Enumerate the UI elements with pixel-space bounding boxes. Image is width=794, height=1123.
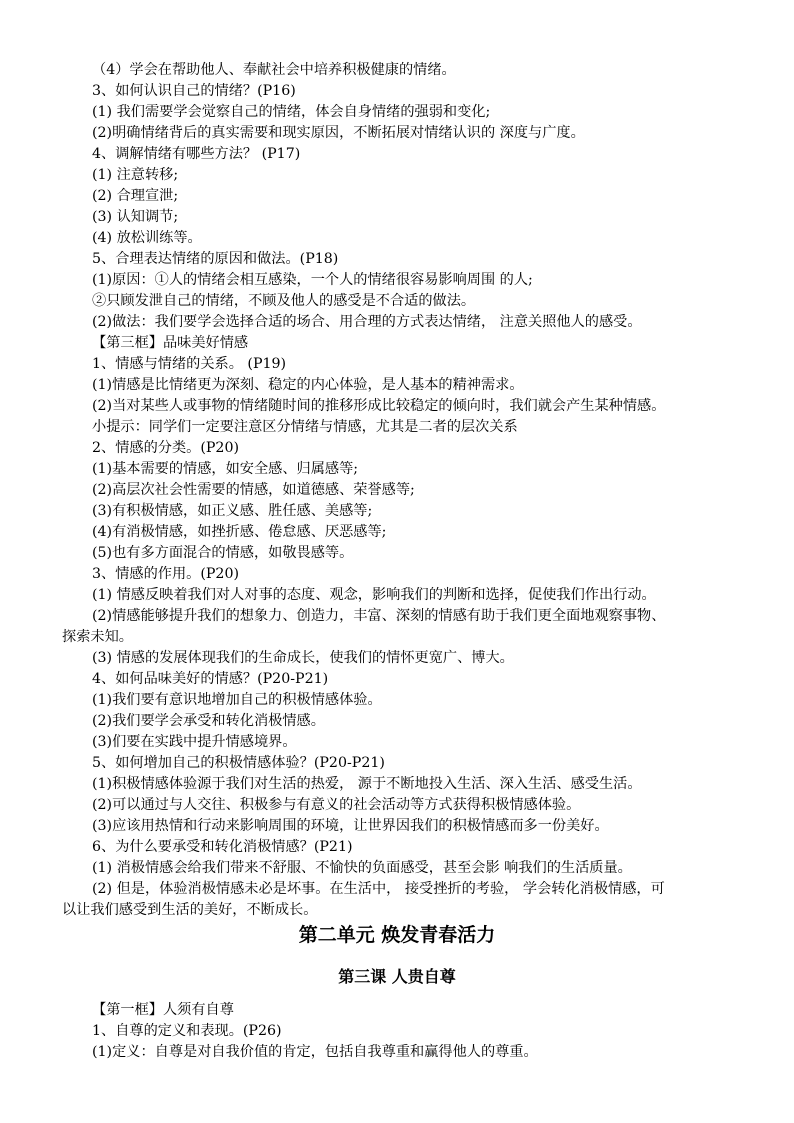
text-line: 5、合理表达情绪的原因和做法。(P18) (92, 251, 339, 267)
text-line: (1) 我们需要学会觉察自己的情绪，体会自身情绪的强弱和变化; (92, 104, 491, 120)
text-line: (1)积极情感体验源于我们对生活的热爱， 源于不断地投入生活、深入生活、感受生活。 (92, 776, 642, 792)
text-line: 1、情感与情绪的关系。 (P19) (92, 356, 287, 372)
text-line: (2)情感能够提升我们的想象力、创造力，丰富、深刻的情感有助于我们更全面地观察事物、 (92, 608, 666, 624)
text-line: (2)当对某些人或事物的情绪随时间的推移形成比较稳定的倾向时，我们就会产生某种情感。 (92, 398, 666, 414)
text-line: ②只顾发泄自己的情绪，不顾及他人的感受是不合适的做法。 (92, 293, 476, 309)
text-line: (1)基本需要的情感，如安全感、归属感等; (92, 461, 359, 477)
text-line: 5、如何增加自己的积极情感体验？(P20-P21) (92, 755, 385, 771)
section-heading: 【第三框】品味美好情感 (92, 335, 249, 351)
text-line: (1)定义：自尊是对自我价值的肯定，包括自我尊重和赢得他人的尊重。 (92, 1044, 538, 1060)
text-line: (2)我们要学会承受和转化消极情感。 (92, 713, 325, 729)
text-line: (2)高层次社会性需要的情感，如道德感、荣誉感等; (92, 482, 415, 498)
text-line: 4、如何品味美好的情感？(P20-P21) (92, 671, 329, 687)
text-line: (2)做法：我们要学会选择合适的场合、用合理的方式表达情绪， 注意关照他人的感受。 (92, 314, 642, 330)
text-line: (1)我们要有意识地增加自己的积极情感体验。 (92, 692, 382, 708)
text-line: (4) 放松训练等。 (92, 230, 202, 246)
text-line: 4、调解情绪有哪些方法？ (P17) (92, 146, 301, 162)
text-line: 6、为什么要承受和转化消极情感？(P21) (92, 839, 353, 855)
text-line: (2) 但是，体验消极情感未必是坏事。在生活中， 接受挫折的考验， 学会转化消极情感，可 (92, 881, 665, 897)
text-line: (1)原因：①人的情绪会相互感染，一个人的情绪很容易影响周围 的人; (92, 272, 533, 288)
text-line: (2) 合理宣泄; (92, 188, 179, 204)
lesson-title: 第三课 人贵自尊 (338, 967, 456, 986)
text-line: （4）学会在帮助他人、奉献社会中培养积极健康的情绪。 (92, 62, 456, 78)
text-line: (1)情感是比情绪更为深刻、稳定的内心体验，是人基本的精神需求。 (92, 377, 524, 393)
text-line: (1) 消极情感会给我们带来不舒服、不愉快的负面感受，甚至会影 响我们的生活质量。 (92, 860, 632, 876)
text-line: (3)应该用热情和行动来影响周围的环境，让世界因我们的积极情感而多一份美好。 (92, 818, 609, 834)
text-line: 小提示：同学们一定要注意区分情绪与情感，尤其是二者的层次关系 (92, 419, 518, 435)
text-line: 1、自尊的定义和表现。(P26) (92, 1023, 282, 1039)
text-line: (2)可以通过与人交往、积极参与有意义的社会活动等方式获得积极情感体验。 (92, 797, 581, 813)
text-line: 3、如何认识自己的情绪？(P16) (92, 83, 296, 99)
text-line: 以让我们感受到生活的美好，不断成长。 (62, 902, 318, 918)
text-line: (1) 情感反映着我们对人对事的态度、观念，影响我们的判断和选择，促使我们作出行动。 (92, 587, 656, 603)
text-line: (3)有积极情感，如正义感、胜任感、美感等; (92, 503, 373, 519)
text-line: (2)明确情绪背后的真实需要和现实原因，不断拓展对情绪认识的 深度与广度。 (92, 125, 585, 141)
text-line: 2、情感的分类。(P20) (92, 440, 240, 456)
text-line: (3) 情感的发展体现我们的生命成长，使我们的情怀更宽广、博大。 (92, 650, 514, 666)
text-line: 探索未知。 (62, 629, 133, 645)
section-heading: 【第一框】人须有自尊 (92, 1002, 234, 1018)
text-line: (1) 注意转移; (92, 167, 179, 183)
text-line: (3) 认知调节; (92, 209, 179, 225)
text-line: (5)也有多方面混合的情感，如敬畏感等。 (92, 545, 354, 561)
unit-title: 第二单元 焕发青春活力 (298, 924, 496, 946)
text-line: (4)有消极情感，如挫折感、倦怠感、厌恶感等; (92, 524, 387, 540)
text-line: 3、情感的作用。(P20) (92, 566, 240, 582)
text-line: (3)们要在实践中提升情感境界。 (92, 734, 297, 750)
